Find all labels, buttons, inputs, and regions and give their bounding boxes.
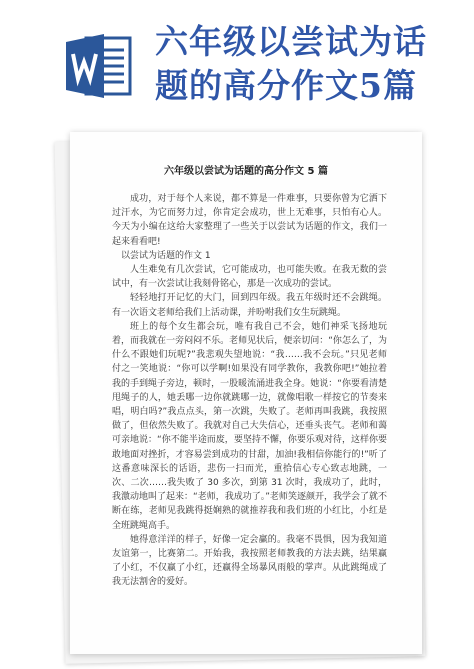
document-page (70, 132, 422, 654)
essay-paragraph: 人生难免有几次尝试，它可能成功，也可能失败。在我无数的尝试中，有一次尝试让我刻骨铭心，那是一次成功的尝试。 (112, 265, 387, 290)
word-icon (64, 32, 134, 100)
essay-heading: 以尝试为话题的作文 1 (121, 250, 211, 261)
document-body (112, 192, 387, 590)
intro-paragraph: 成功，对于每个人来说，都不算是一件难事，只要你曾为它洒下过汗水，为它而努力过，你肯定会成功，世上无难事，只怕有心人。今天为小编在这给大家整理了一些关于以尝试为话题的作文，我们一起来看看吧! (112, 194, 387, 247)
essay-paragraph: 轻轻地打开记忆的大门，回到四年级。我五年级时还不会跳绳。有一次语文老师给我们上活动课，并吩咐我们女生玩跳绳。 (112, 293, 387, 318)
page-title-line-2: 题的高分作文5篇 (155, 66, 417, 105)
page-title (155, 20, 467, 108)
essay-paragraph: 班上的每个女生都会玩，唯有我自己不会，她们神采飞扬地玩着，而我就在一旁闷闷不乐。老师见状后，便亲切问：“你怎么了，为什么不跟她们玩呢?”我悲观失望地说：“我……我不会玩。”只见老师付之一笑地说：“你可以学啊!如果没有同学教你，我教你吧!”她拉着我的手到绳子旁边，顿时，一股暖流涌进我全身。她说：“你要看清楚甩绳子的人，她丢哪一边你就跳哪一边，就像唱歌一样按它的节奏来唱，明白吗?”我点点头，第一次跳，失败了。老师再叫我跳，我按照做了，但依然失败了。我就对自己大失信心，还垂头丧气。老师和蔼可亲地说：“你不能半途而废，要坚持不懈，你要乐观对待，这样你要敢地面对挫折，才容易尝到成功的甘甜，加油!我相信你能行的!”听了这番意味深长的话语，悲伤一扫而光，重拾信心专心致志地跳，一次、二次……我失败了 30 多次，到第 31 次时，我成功了，此时，我激动地叫了起来：“老师，我成功了。”老师笑逐颜开，我学会了就不断在练，老师见我跳得挺娴熟的就推荐我和我们班的小红比，小红是全班跳绳高手。 (112, 321, 387, 531)
page-title-line-1: 六年级以尝试为话 (155, 22, 427, 61)
essay-paragraph: 她得意洋洋的样子，好像一定会赢的。我毫不畏惧，因为我知道友谊第一，比赛第二。开始我，我按照老师教我的方法去跳，结果赢了小红，不仅赢了小红，还赢得全场暴风雨般的掌声。从此跳绳成了我无法割舍的爱好。 (112, 534, 387, 588)
document-title: 六年级以尝试为话题的高分作文 5 篇 (164, 166, 328, 177)
